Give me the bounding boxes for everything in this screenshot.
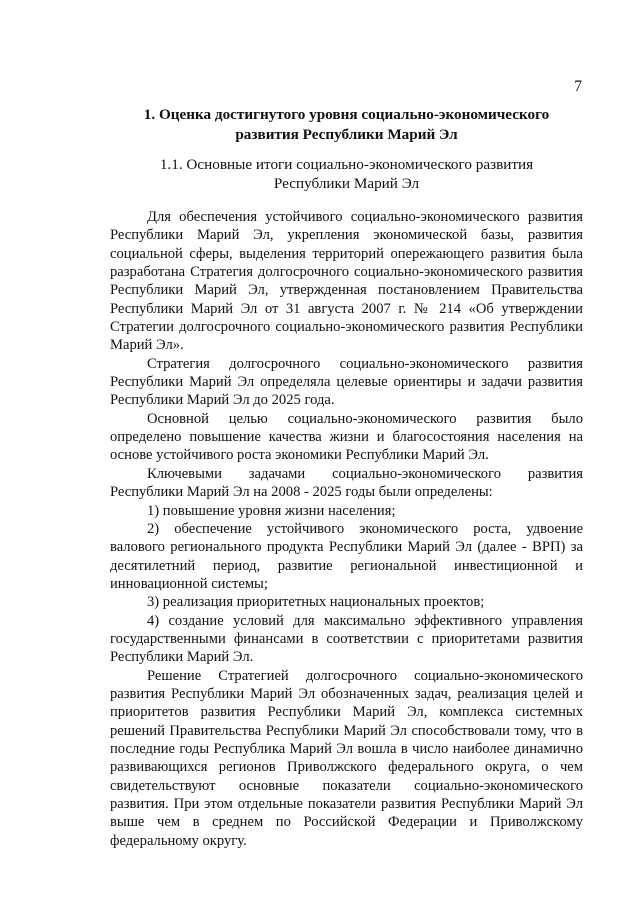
subsection-heading-line-2: Республики Марий Эл bbox=[273, 175, 420, 192]
paragraph-strategy-goals: Стратегия долгосрочного социально-экономического развития Республики Марий Эл определяла целевые ориентиры и задачи развития Республики Марий Эл до 2025 года. bbox=[110, 355, 583, 409]
paragraph-main-goal: Основной целью социально-экономического развития было определено повышение качества жизни и благосостояния населения на основе устойчивого роста экономики Республики Марий Эл. bbox=[110, 410, 583, 464]
list-item-task-3: 3) реализация приоритетных национальных проектов; bbox=[147, 594, 485, 611]
subsection-heading bbox=[110, 155, 583, 193]
body-text bbox=[110, 208, 583, 850]
subsection-heading-line-1: 1.1. Основные итоги социально-экономического развития bbox=[159, 156, 534, 173]
paragraph-key-tasks: Ключевыми задачами социально-экономического развития Республики Марий Эл на 2008 - 2025 годы были определены: bbox=[110, 465, 583, 501]
paragraph-strategy-intro: Для обеспечения устойчивого социально-экономического развития Республики Марий Эл, укрепления экономической базы, развития социальной сферы, выделения территорий опережающего развития была разработана Стратегия долгосрочного социально-экономического развития Республики Марий Эл, утвержденная постановлением Правительства Республики Марий Эл от 31 августа 2007 г. № 214 «Об утверждении Стратегии долгосрочного социально-экономического развития Республики Марий Эл». bbox=[110, 209, 583, 354]
list-item-task-4: 4) создание условий для максимально эффективного управления государственными финансами в соответствии с приоритетами развития Республики Марий Эл. bbox=[110, 612, 583, 666]
paragraph-results: Решение Стратегией долгосрочного социально-экономического развития Республики Марий Эл обозначенных задач, реализация целей и приоритетов развития Республики Марий Эл, комплекса системных решений Правительства Республики Марий Эл способствовали тому, что в последние годы Республика Марий Эл вошла в число наиболее динамично развивающихся регионов Приволжского федерального округа, о чем свидетельствуют основные показатели социально-экономического развития. При этом отдельные показатели развития Республики Марий Эл выше чем в среднем по Российской Федерации и Приволжскому федеральному округу. bbox=[110, 667, 583, 849]
section-heading-line-1: 1. Оценка достигнутого уровня социально-экономического bbox=[143, 106, 550, 123]
list-item-task-1: 1) повышение уровня жизни населения; bbox=[147, 502, 396, 519]
list-item-task-2: 2) обеспечение устойчивого экономического роста, удвоение валового регионального продукта Республики Марий Эл (далее - ВРП) за десятилетний период, развитие региональной инвестиционной и инновационной системы; bbox=[110, 520, 583, 592]
section-heading-line-2: развития Республики Марий Эл bbox=[235, 126, 458, 143]
section-heading bbox=[110, 105, 583, 145]
page-number: 7 bbox=[574, 78, 582, 95]
